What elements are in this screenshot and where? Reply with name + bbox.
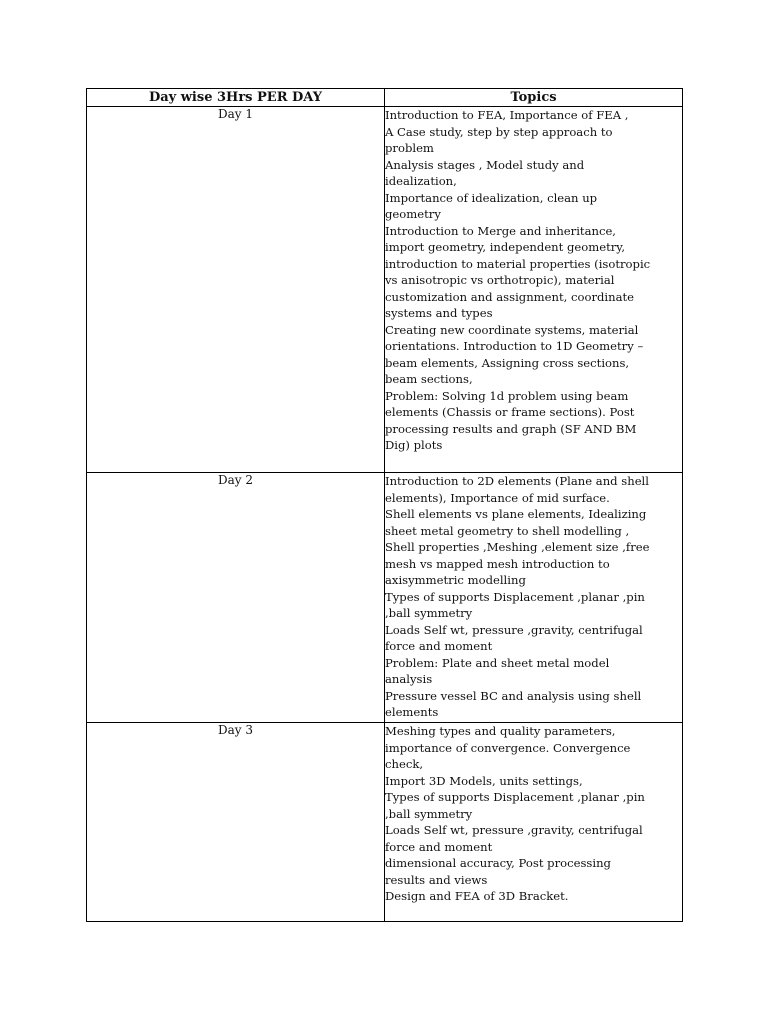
topic-line: check, (385, 757, 424, 771)
topic-line: Importance of idealization, clean up (385, 190, 598, 205)
topic-line: Introduction to FEA, Importance of FEA , (385, 108, 629, 122)
topics-cell (385, 473, 683, 723)
topic-line: problem (385, 141, 434, 155)
topic-line: Dig) plots (385, 438, 443, 452)
topic-line: import geometry, independent geometry, (385, 240, 626, 254)
topic-line: Shell properties ,Meshing ,element size ,free (385, 540, 650, 554)
topic-line: Shell elements vs plane elements, Idealizing (385, 507, 647, 521)
topic-line: Import 3D Models, units settings, (385, 773, 583, 788)
topic-line: processing results and graph (SF AND BM (385, 421, 637, 436)
topics-cell (385, 723, 683, 922)
topic-line: analysis (385, 672, 433, 686)
table-row (87, 107, 683, 473)
topic-line: Meshing types and quality parameters, (385, 724, 616, 738)
table-header-row (87, 89, 683, 107)
topic-line: results and views (385, 872, 488, 887)
topic-line: force and moment (385, 639, 493, 653)
topic-line: force and moment (385, 839, 493, 854)
topic-line: sheet metal geometry to shell modelling , (385, 523, 630, 538)
topic-line: Loads Self wt, pressure ,gravity, centrifugal (385, 823, 643, 837)
table-row (87, 473, 683, 723)
topic-line: Analysis stages , Model study and (385, 157, 585, 172)
course-schedule-table (86, 88, 683, 922)
topic-line: idealization, (385, 174, 457, 188)
topic-line: Design and FEA of 3D Bracket. (385, 889, 569, 903)
day-cell: Day 1 (87, 107, 385, 473)
topic-line: geometry (385, 207, 441, 221)
topic-line: Problem: Plate and sheet metal model (385, 655, 610, 670)
topic-line: dimensional accuracy, Post processing (385, 856, 611, 870)
topic-line: beam sections, (385, 372, 473, 386)
topic-line: introduction to material properties (isotropic (385, 256, 651, 271)
topic-line: vs anisotropic vs orthotropic), material (385, 273, 615, 287)
topic-line: elements (Chassis or frame sections). Post (385, 405, 635, 419)
topic-line: Introduction to 2D elements (Plane and shell (385, 474, 649, 488)
header-topics-column: Topics (385, 89, 683, 107)
header-day-column: Day wise 3Hrs PER DAY (87, 89, 385, 107)
topic-line: Creating new coordinate systems, material (385, 322, 639, 337)
topic-line: axisymmetric modelling (385, 573, 526, 587)
topic-line: Types of supports Displacement ,planar ,pin (385, 589, 645, 604)
topic-line: mesh vs mapped mesh introduction to (385, 556, 610, 571)
topic-line: ,ball symmetry (385, 806, 473, 821)
table-row (87, 723, 683, 922)
topic-line: Introduction to Merge and inheritance, (385, 223, 616, 238)
day-cell: Day 3 (87, 723, 385, 922)
topic-line: Types of supports Displacement ,planar ,pin (385, 790, 645, 804)
topic-line: Loads Self wt, pressure ,gravity, centrifugal (385, 622, 643, 637)
topic-line: elements (385, 705, 439, 719)
topics-cell (385, 107, 683, 473)
topic-line: customization and assignment, coordinate (385, 289, 635, 304)
topic-line: ,ball symmetry (385, 606, 473, 620)
topic-line: Pressure vessel BC and analysis using shell (385, 688, 642, 703)
topic-line: A Case study, step by step approach to (385, 124, 613, 139)
topic-line: elements), Importance of mid surface. (385, 490, 610, 505)
topic-line: beam elements, Assigning cross sections, (385, 355, 630, 370)
topic-line: importance of convergence. Convergence (385, 740, 631, 755)
topic-line: systems and types (385, 306, 493, 320)
topic-line: Problem: Solving 1d problem using beam (385, 388, 629, 403)
topic-line: orientations. Introduction to 1D Geometry – (385, 339, 644, 353)
day-cell: Day 2 (87, 473, 385, 723)
